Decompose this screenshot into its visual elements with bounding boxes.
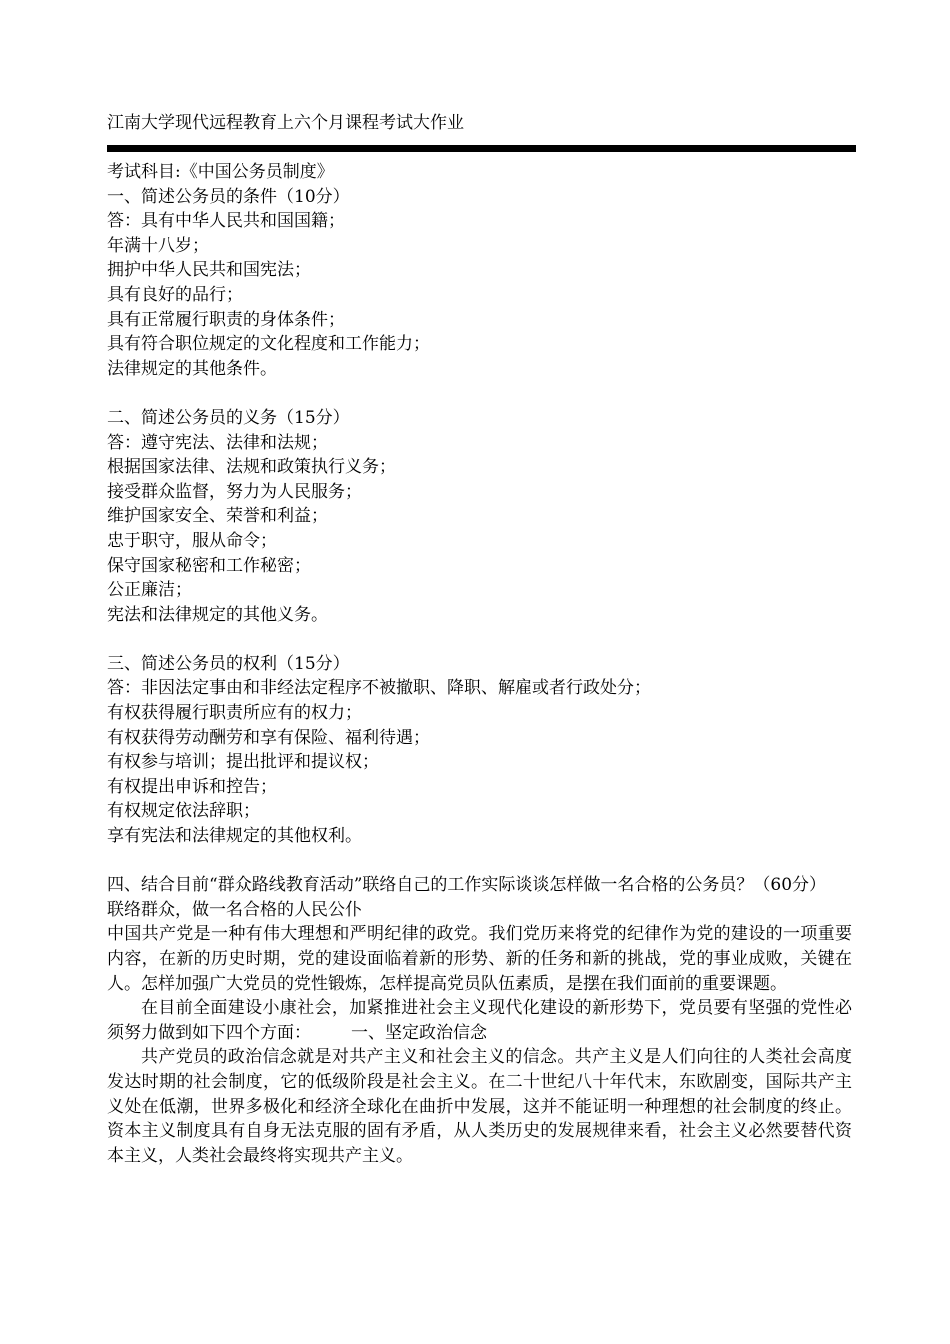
answer-line: 公正廉洁； (107, 580, 192, 601)
answer-line: 拥护中华人民共和国宪法； (107, 260, 311, 281)
answer-line: 答：遵守宪法、法律和法规； (107, 432, 328, 453)
essay-paragraph-text: 在目前全面建设小康社会，加紧推进社会主义现代化建设的新形势下，党员要有坚强的党性必须努力做到如下四个方面： (107, 998, 852, 1043)
answer-line: 接受群众监督，努力为人民服务； (107, 481, 362, 502)
answer-line: 年满十八岁； (107, 235, 209, 256)
answer-line: 保守国家秘密和工作秘密； (107, 555, 311, 576)
answer-line: 根据国家法律、法规和政策执行义务； (107, 457, 396, 478)
answer-line: 答：非因法定事由和非经法定程序不被撤职、降职、解雇或者行政处分； (107, 678, 651, 699)
header-rule (107, 145, 856, 152)
answer-line: 法律规定的其他条件。 (107, 358, 277, 379)
answer-line: 具有符合职位规定的文化程度和工作能力； (107, 334, 430, 355)
answer-line: 具有正常履行职责的身体条件； (107, 309, 345, 330)
question-1-heading: 一、简述公务员的条件（10分） (107, 186, 350, 207)
answer-line: 维护国家安全、荣誉和利益； (107, 506, 328, 527)
blank-line (107, 381, 852, 406)
answer-line: 宪法和法律规定的其他义务。 (107, 604, 328, 625)
answer-line: 有权提出申诉和控告； (107, 776, 277, 797)
question-3-heading: 三、简述公务员的权利（15分） (107, 653, 350, 674)
answer-line: 有权获得劳动酬劳和享有保险、福利待遇； (107, 727, 430, 748)
essay-paragraph: 中国共产党是一种有伟大理想和严明纪律的政党。我们党历来将党的纪律作为党的建设的一项重要内容，在新的历史时期，党的建设面临着新的形势、新的任务和新的挑战，党的事业成败，关键在人。怎样加强广大党员的党性锻炼，怎样提高党员队伍素质，是摆在我们面前的重要课题。 (107, 924, 852, 994)
answer-line: 具有良好的品行； (107, 284, 243, 305)
essay-paragraph (107, 996, 852, 1045)
blank-line (107, 849, 852, 874)
question-2-heading: 二、简述公务员的义务（15分） (107, 407, 350, 428)
answer-title: 联络群众，做一名合格的人民公仆 (107, 899, 362, 920)
answer-line: 有权获得履行职责所应有的权力； (107, 703, 362, 724)
essay-subheading: 一、坚定政治信念 (351, 1022, 487, 1043)
answer-line: 有权参与培训；提出批评和提议权； (107, 752, 379, 773)
document-header-title: 江南大学现代远程教育上六个月课程考试大作业 (107, 113, 464, 133)
answer-line: 忠于职守，服从命令； (107, 530, 277, 551)
answer-line: 答：具有中华人民共和国国籍； (107, 211, 345, 232)
exam-subject: 考试科目:《中国公务员制度》 (107, 162, 334, 182)
blank-line (107, 627, 852, 652)
essay-paragraph: 共产党员的政治信念就是对共产主义和社会主义的信念。共产主义是人们向往的人类社会高度发达时期的社会制度，它的低级阶段是社会主义。在二十世纪八十年代末，东欧剧变，国际共产主义处在低潮，世界多极化和经济全球化在曲折中发展，这并不能证明一种理想的社会制度的终止。资本主义制度具有自身无法克服的固有矛盾，从人类历史的发展规律来看，社会主义必然要替代资本主义，人类社会最终将实现共产主义。 (107, 1047, 852, 1166)
document-body (107, 160, 852, 1168)
answer-line: 有权规定依法辞职； (107, 801, 260, 822)
answer-line: 享有宪法和法律规定的其他权利。 (107, 826, 362, 847)
question-4-heading: 四、结合目前“群众路线教育活动”联络自己的工作实际谈谈怎样做一名合格的公务员？（60分） (107, 875, 827, 896)
